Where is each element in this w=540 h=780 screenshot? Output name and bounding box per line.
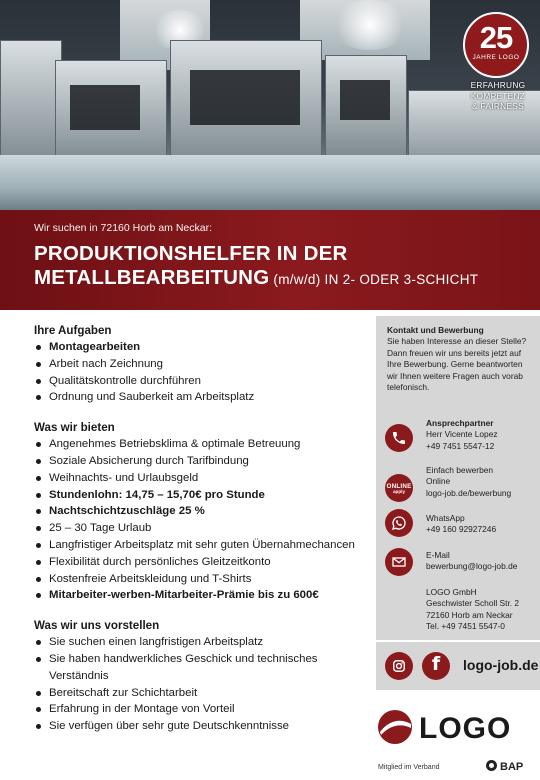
phone-icon[interactable] (385, 424, 413, 452)
tasks-list (34, 339, 364, 406)
list-item: Weihnachts- und Urlaubsgeld (34, 470, 364, 487)
list-item: Langfristiger Arbeitsplatz mit sehr guten Übernahmechancen (34, 537, 364, 554)
list-item: Kostenfreie Arbeitskleidung und T-Shirts (34, 571, 364, 588)
list-item: Bereitschaft zur Schichtarbeit (34, 685, 364, 702)
bap-icon (486, 760, 497, 771)
hero-factory-image (0, 0, 540, 210)
job-title-line2: METALLBEARBEITUNG (m/w/d) IN 2- ODER 3-SCHICHT (34, 266, 479, 289)
website-link[interactable]: logo-job.de (463, 657, 539, 673)
whatsapp-contact: WhatsApp +49 160 92927246 (426, 513, 538, 536)
contact-person: Ansprechpartner Herr Vicente Lopez +49 7451 5547-12 (426, 418, 538, 452)
online-application: Einfach bewerben Online logo-job.de/bewerbung (426, 465, 538, 499)
job-details (34, 322, 364, 748)
list-item: Ordnung und Sauberkeit am Arbeitsplatz (34, 389, 364, 406)
phone-link[interactable]: +49 7451 5547-12 (426, 440, 495, 451)
badge-sub: JAHRE LOGO (472, 54, 520, 61)
list-item: Flexibilität durch persönliches Gleitzeitkonto (34, 554, 364, 571)
logo-company-logo (375, 704, 535, 750)
badge-tagline: ERFAHRUNG KOMPETENZ & FAIRNESS (470, 80, 526, 111)
list-item: Sie haben handwerkliches Geschick und technisches Verständnis (34, 651, 364, 685)
list-item: Sie suchen einen langfristigen Arbeitsplatz (34, 634, 364, 651)
bap-logo: BAP (486, 760, 523, 773)
instagram-icon[interactable] (385, 652, 413, 680)
section-heading-profile: Was wir uns vorstellen (34, 619, 160, 633)
list-item: Nachtschichtzuschläge 25 % (34, 503, 364, 520)
contact-intro-text: Sie haben Interesse an dieser Stelle? Dann freuen wir uns bereits jetzt auf Ihre Bewerbung. Gerne beantworten wir Ihnen weitere Fragen auch vorab telefonisch. (387, 336, 527, 393)
contact-sidebar (376, 316, 540, 640)
contact-intro (387, 325, 535, 393)
list-item: 25 – 30 Tage Urlaub (34, 520, 364, 537)
list-item: Montagearbeiten (34, 339, 364, 356)
title-banner (0, 210, 540, 310)
social-bar (376, 642, 540, 690)
job-title-line1: PRODUKTIONSHELFER IN DER (34, 242, 348, 265)
facebook-icon[interactable]: f (422, 652, 450, 680)
list-item: Soziale Absicherung durch Tarifbindung (34, 453, 364, 470)
list-item: Stundenlohn: 14,75 – 15,70€ pro Stunde (34, 487, 364, 504)
anniversary-badge (463, 12, 529, 78)
section-heading-offer: Was wir bieten (34, 421, 115, 435)
mail-icon[interactable] (385, 548, 413, 576)
member-text: Mitglied im Verband (378, 764, 440, 771)
list-item: Arbeit nach Zeichnung (34, 356, 364, 373)
profile-list (34, 634, 364, 735)
email-contact: E-Mail bewerbung@logo-job.de (426, 550, 538, 573)
list-item: Mitarbeiter-werben-Mitarbeiter-Prämie bis zu 600€ (34, 587, 364, 604)
logo-wordmark: LOGO (419, 712, 512, 745)
whatsapp-icon[interactable] (385, 509, 413, 537)
whatsapp-link[interactable]: +49 160 92927246 (426, 524, 497, 535)
list-item: Sie verfügen über sehr gute Deutschkenntnisse (34, 718, 364, 735)
job-title-suffix: (m/w/d) IN 2- ODER 3-SCHICHT (269, 272, 479, 287)
application-link[interactable]: logo-job.de/bewerbung (426, 487, 512, 498)
list-item: Angenehmes Betriebsklima & optimale Betreuung (34, 436, 364, 453)
online-badge-icon[interactable]: ONLINE apply (385, 474, 413, 502)
location-kicker: Wir suchen in 72160 Horb am Neckar: (34, 222, 212, 234)
list-item: Qualitätskontrolle durchführen (34, 373, 364, 390)
offer-list (34, 436, 364, 604)
list-item: Erfahrung in der Montage von Vorteil (34, 701, 364, 718)
email-link[interactable]: bewerbung@logo-job.de (426, 561, 518, 572)
company-address: LOGO GmbH Geschwister Scholl Str. 2 72160 Horb am Neckar Tel. +49 7451 5547-0 (426, 587, 520, 632)
section-heading-tasks: Ihre Aufgaben (34, 324, 112, 337)
contact-heading: Kontakt und Bewerbung (387, 325, 484, 335)
badge-number: 25 (479, 20, 513, 55)
